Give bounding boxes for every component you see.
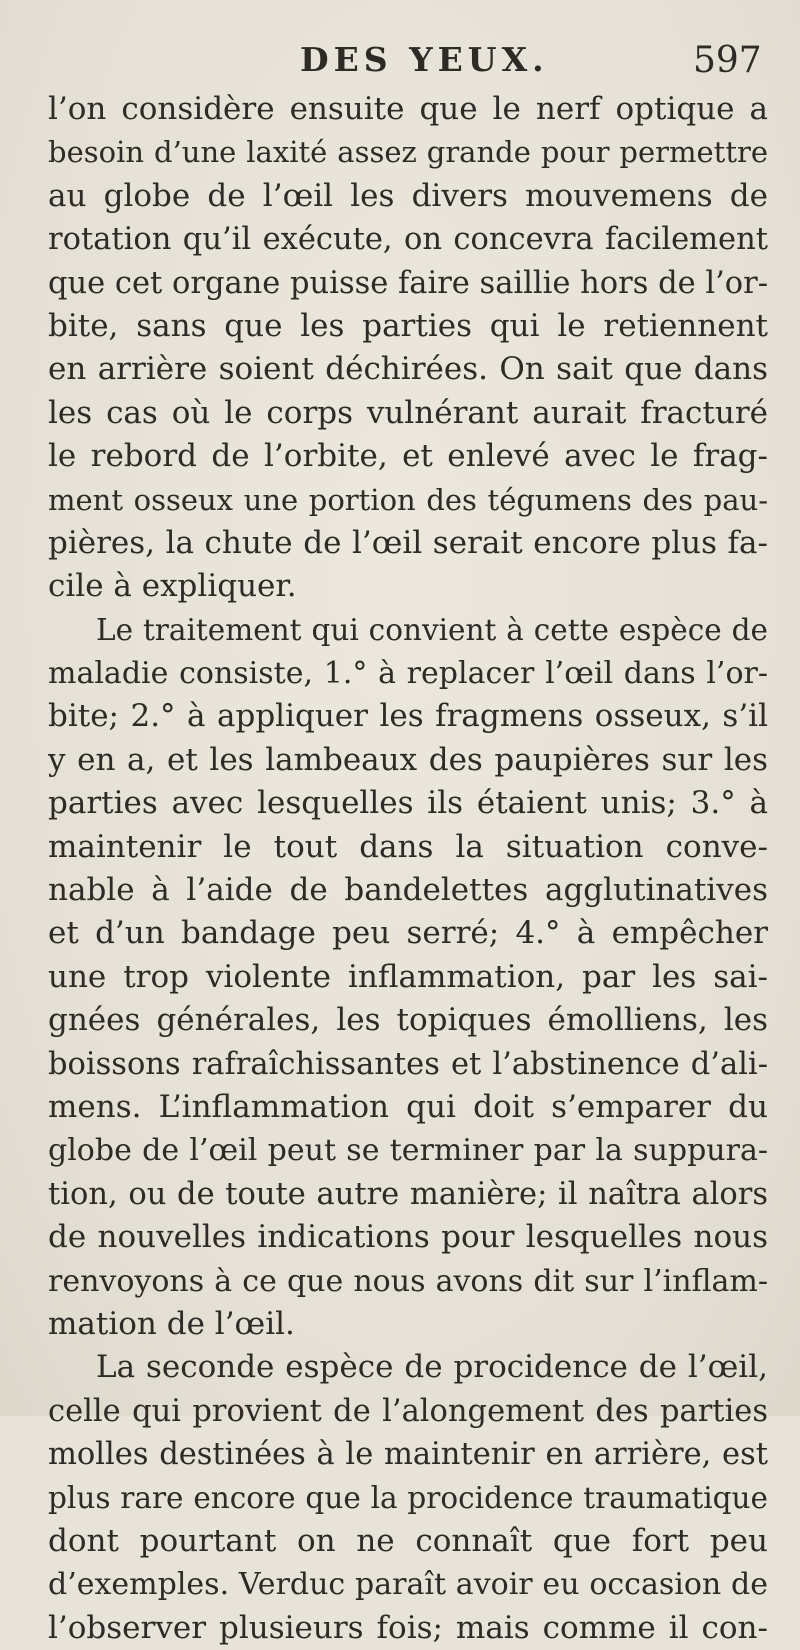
text-line: les cas où le corps vulnérant aurait fracturé [48, 394, 768, 431]
text-line: besoin d’une laxité assez grande pour permettre [48, 135, 768, 170]
text-line: bite, sans que les parties qui le retiennent [48, 307, 768, 344]
text-line: que cet organe puisse faire saillie hors de l’or- [48, 265, 768, 301]
text-line: plus rare encore que la procidence traumatique [48, 1480, 768, 1515]
text-line: rotation qu’il exécute, on concevra facilement [48, 222, 768, 258]
text-line: ment osseux une portion des tégumens des pau- [48, 482, 768, 517]
text-line: de nouvelles indications pour lesquelles nous [48, 1219, 768, 1256]
text-line: dont pourtant on ne connaît que fort peu [48, 1522, 768, 1559]
paragraph-start-line: Le traitement qui convient à cette espèce de [96, 612, 768, 647]
text-line: molles destinées à le maintenir en arrière, est [48, 1437, 768, 1473]
text-line: l’observer plusieurs fois; mais comme il con- [48, 1609, 768, 1646]
page-header [0, 40, 800, 80]
text-line: et d’un bandage peu serré; 4.° à empêcher [48, 915, 768, 952]
text-line: en arrière soient déchirées. On sait que dans [48, 351, 768, 388]
text-line: parties avec lesquelles ils étaient unis; 3.° à [48, 785, 768, 822]
text-line: d’exemples. Verduc paraît avoir eu occasion de [48, 1567, 768, 1603]
paragraph-start-line: La seconde espèce de procidence de l’œil, [96, 1349, 768, 1386]
text-line: y en a, et les lambeaux des paupières sur les [48, 741, 768, 778]
text-line: une trop violente inflammation, par les sai- [48, 958, 768, 995]
text-line: globe de l’œil peut se terminer par la suppura- [48, 1133, 768, 1169]
text-line: le rebord de l’orbite, et enlevé avec le frag- [48, 438, 768, 475]
text-line: au globe de l’œil les divers mouvemens de [48, 177, 768, 214]
text-line: nable à l’aide de bandelettes agglutinatives [48, 872, 768, 909]
text-line: cile à expliquer. [48, 568, 297, 605]
text-line: maintenir le tout dans la situation conve- [48, 828, 768, 865]
text-line: renvoyons à ce que nous avons dit sur l’inflam- [48, 1263, 768, 1299]
text-line: l’on considère ensuite que le nerf optique a [48, 91, 768, 127]
text-line: bite; 2.° à appliquer les fragmens osseux, s’il [48, 698, 768, 735]
text-line: mens. L’inflammation qui doit s’emparer du [48, 1088, 768, 1125]
text-line: pières, la chute de l’œil serait encore plus fa- [48, 524, 768, 561]
page-number: 597 [693, 40, 762, 81]
text-line: gnées générales, les topiques émolliens, les [48, 1002, 768, 1039]
running-head: DES YEUX. [300, 40, 549, 79]
text-line: tion, ou de toute autre manière; il naîtra alors [48, 1176, 768, 1212]
text-line: mation de l’œil. [48, 1305, 295, 1342]
text-line: boissons rafraîchissantes et l’abstinence d’ali- [48, 1046, 768, 1082]
text-line: celle qui provient de l’alongement des parties [48, 1393, 768, 1429]
text-line: maladie consiste, 1.° à replacer l’œil dans l’or- [48, 656, 768, 692]
